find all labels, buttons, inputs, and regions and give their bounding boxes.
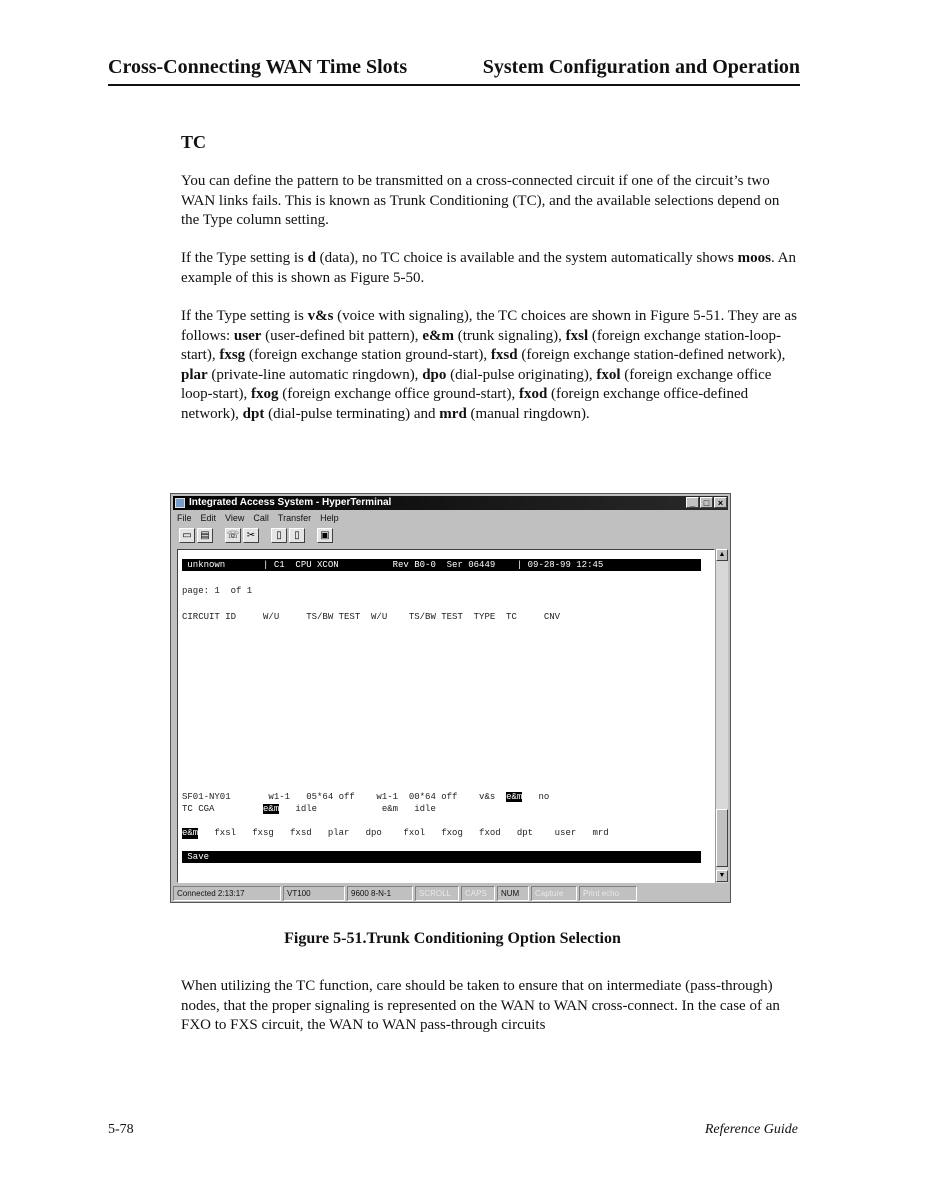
- menu-transfer[interactable]: Transfer: [277, 513, 312, 523]
- phone-icon[interactable]: ☏: [226, 530, 240, 541]
- receive-icon[interactable]: ▯: [289, 528, 305, 543]
- circuit-row-fields: SF01-NY01 w1-1 05*64 off w1-1 00*64 off v&s: [182, 792, 507, 802]
- tc-options-row: [182, 827, 609, 839]
- paragraph: [181, 172, 801, 231]
- terminal-screen[interactable]: [177, 549, 715, 883]
- bold-term: fxog: [250, 386, 279, 402]
- menu-file[interactable]: File: [177, 513, 192, 523]
- status-num: NUM: [497, 886, 529, 901]
- close-button[interactable]: ×: [714, 497, 727, 508]
- new-icon[interactable]: ▭: [179, 528, 195, 543]
- scroll-thumb[interactable]: [716, 809, 728, 867]
- paragraph-text: You can define the pattern to be transmitted on a cross-connected circuit if one of the circuit’s two WAN links fails. This is known as Trunk Conditioning (TC), and the available selections depend on the Type column setting.: [181, 173, 780, 228]
- tc-cga-values: idle e&m idle: [279, 804, 436, 814]
- bold-term: plar: [181, 366, 208, 383]
- status-port-settings: 9600 8-N-1: [347, 886, 413, 901]
- figure-caption: Figure 5-51.Trunk Conditioning Option Selection: [284, 930, 621, 947]
- terminal-circuit-row: [182, 791, 549, 803]
- bold-term: fxsg: [219, 347, 246, 363]
- bold-term: e&m: [422, 327, 454, 344]
- save-command-bar[interactable]: Save: [182, 851, 701, 863]
- scroll-down-icon[interactable]: ▼: [716, 870, 728, 882]
- status-scroll: SCROLL: [415, 886, 459, 901]
- bold-term: moos: [737, 250, 771, 266]
- status-capture: Capture: [531, 886, 577, 901]
- toolbar: [179, 528, 333, 543]
- bold-term: dpt: [242, 405, 265, 422]
- paragraph-text: (foreign exchange station-defined network),: [517, 347, 786, 363]
- tc-cga-label: TC CGA: [182, 804, 264, 814]
- menu-call[interactable]: Call: [253, 513, 269, 523]
- terminal-column-headers: CIRCUIT ID W/U TS/BW TEST W/U TS/BW TEST TYPE TC CNV: [182, 612, 561, 622]
- menu-bar: [177, 513, 339, 523]
- status-caps: CAPS: [461, 886, 495, 901]
- app-icon: [175, 498, 185, 508]
- status-emulation: VT100: [283, 886, 345, 901]
- bold-term: fxol: [596, 366, 621, 383]
- paragraph-text: (foreign exchange office-defined network),: [181, 386, 749, 422]
- section-title: TC: [181, 132, 207, 152]
- status-print-echo: Print echo: [579, 886, 637, 901]
- paragraph-text: (private-line automatic ringdown),: [207, 366, 423, 383]
- menu-edit[interactable]: Edit: [200, 513, 217, 523]
- header-section-title: System Configuration and Operation: [482, 56, 800, 78]
- window-title: Integrated Access System - HyperTerminal: [189, 497, 392, 508]
- paragraph-text: (dial-pulse terminating) and: [264, 405, 440, 422]
- tc-option-selected[interactable]: e&m: [182, 828, 199, 838]
- scroll-up-icon[interactable]: ▲: [716, 549, 728, 561]
- terminal-tc-row: [182, 803, 436, 815]
- maximize-button[interactable]: □: [700, 497, 713, 508]
- window-title-bar: [173, 496, 728, 510]
- tc-field-highlight[interactable]: e&m: [506, 792, 523, 802]
- paragraph-text: If the Type setting is: [181, 308, 308, 324]
- bold-term: mrd: [439, 405, 467, 422]
- paragraph: [181, 977, 801, 1036]
- bold-term: dpo: [422, 366, 447, 383]
- status-connected-time: Connected 2:13:17: [173, 886, 281, 901]
- bold-term: fxsl: [565, 327, 589, 344]
- page-header: [108, 56, 800, 86]
- open-icon[interactable]: ▤: [197, 528, 213, 543]
- terminal-header-bar: unknown | C1 CPU XCON Rev B0-0 Ser 06449 | 09-28-99 12:45: [182, 559, 701, 571]
- send-icon[interactable]: ▯: [271, 528, 287, 543]
- paragraph-text: (data), no TC choice is available and the system automatically shows: [315, 250, 738, 266]
- bold-term: user: [233, 327, 262, 344]
- paragraph: [181, 249, 801, 288]
- paragraph-text: If the Type setting is: [181, 250, 308, 266]
- header-chapter-title: Cross-Connecting WAN Time Slots: [108, 56, 408, 78]
- paragraph-text: (foreign exchange station-loop-start),: [181, 327, 781, 363]
- bold-term: fxsd: [490, 347, 518, 363]
- bold-term: fxod: [518, 386, 548, 402]
- minimize-button[interactable]: _: [686, 497, 699, 508]
- paragraph: [181, 307, 801, 424]
- paragraph-text: . An example of this is shown as Figure 5-50.: [181, 250, 796, 286]
- cnv-field: no: [522, 792, 550, 802]
- footer-title: Reference Guide: [704, 1122, 798, 1137]
- paragraph-text: (trunk signaling),: [453, 327, 566, 344]
- hyperterminal-window: [170, 493, 731, 903]
- paragraph-text: (foreign exchange office loop-start),: [181, 366, 772, 402]
- bold-term: v&s: [307, 308, 334, 324]
- page-number: 5-78: [108, 1122, 134, 1137]
- menu-help[interactable]: Help: [320, 513, 339, 523]
- paragraph-text: (voice with signaling), the TC choices are shown in Figure 5-51. They are as follows:: [181, 308, 797, 344]
- paragraph-text: (dial-pulse originating),: [446, 366, 597, 383]
- paragraph-text: When utilizing the TC function, care should be taken to ensure that on intermediate (pass-through) nodes, that the proper signaling is represented on the WAN to WAN cross-connect. In the case of an FXO to FXS circuit, the WAN to WAN pass-through circuits: [181, 978, 780, 1033]
- paragraph-text: (foreign exchange office ground-start),: [278, 386, 519, 402]
- disconnect-icon[interactable]: ✂: [243, 528, 259, 543]
- properties-icon[interactable]: ▣: [317, 528, 333, 543]
- tc-option-list[interactable]: fxsl fxsg fxsd plar dpo fxol fxog fxod dpt user mrd: [198, 828, 609, 838]
- vertical-scrollbar[interactable]: [715, 549, 728, 883]
- paragraph-text: (user-defined bit pattern),: [261, 327, 423, 344]
- paragraph-text: (foreign exchange station ground-start),: [245, 347, 491, 363]
- paragraph-text: (manual ringdown).: [466, 405, 590, 422]
- window-controls: [686, 497, 727, 508]
- status-bar: [173, 886, 728, 901]
- menu-view[interactable]: View: [225, 513, 245, 523]
- terminal-page-line: page: 1 of 1: [182, 586, 253, 596]
- tc-cga-highlight[interactable]: e&m: [263, 804, 280, 814]
- bold-term: d: [307, 250, 316, 266]
